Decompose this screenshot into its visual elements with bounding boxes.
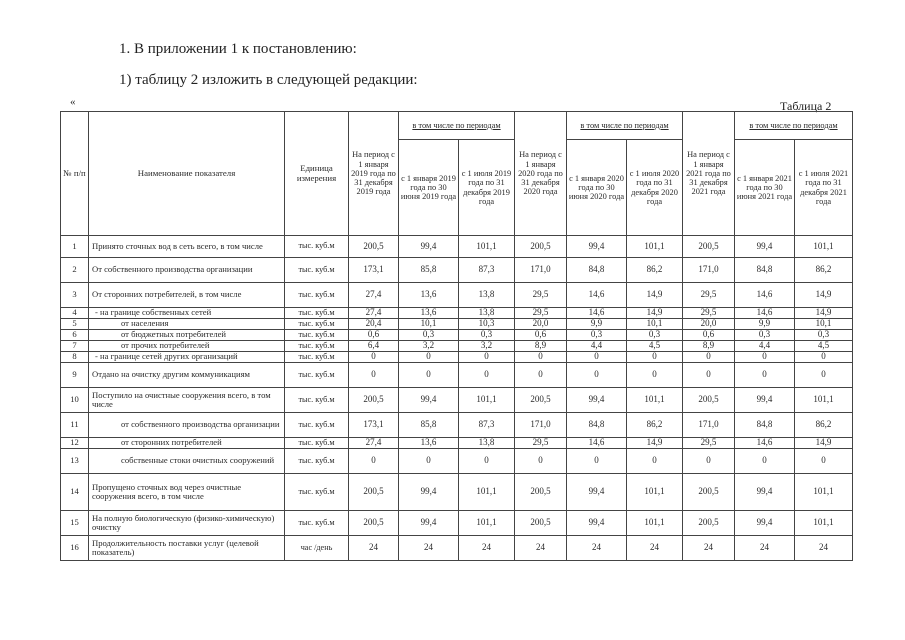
row-value: 0,6 [515, 330, 567, 341]
row-value: 13,8 [459, 438, 515, 449]
row-number: 11 [61, 413, 89, 438]
row-unit: тыс. куб.м [285, 388, 349, 413]
row-value: 27,4 [349, 308, 399, 319]
row-value: 24 [459, 536, 515, 561]
row-value: 85,8 [399, 258, 459, 283]
row-value: 200,5 [349, 474, 399, 511]
row-unit: тыс. куб.м [285, 413, 349, 438]
row-number: 4 [61, 308, 89, 319]
row-value: 14,9 [627, 438, 683, 449]
amendment-instruction: 1) таблицу 2 изложить в следующей редакции: [119, 72, 418, 88]
row-value: 27,4 [349, 438, 399, 449]
row-value: 84,8 [567, 258, 627, 283]
row-value: 101,1 [459, 388, 515, 413]
row-value: 0 [567, 449, 627, 474]
table-row [61, 308, 853, 319]
row-value: 0 [795, 449, 853, 474]
row-value: 200,5 [683, 388, 735, 413]
row-value: 101,1 [627, 388, 683, 413]
row-value: 0 [459, 449, 515, 474]
row-value: 14,6 [567, 308, 627, 319]
row-value: 0 [627, 449, 683, 474]
row-value: 101,1 [627, 474, 683, 511]
row-indicator-name: от собственного производства организации [89, 413, 285, 438]
row-value: 0 [683, 449, 735, 474]
row-unit: час /день [285, 536, 349, 561]
row-value: 14,6 [735, 308, 795, 319]
header-period-2021: На период с 1 января 2021 года по 31 декабря 2021 года [683, 112, 735, 236]
row-value: 200,5 [683, 236, 735, 258]
row-unit: тыс. куб.м [285, 283, 349, 308]
table-row [61, 352, 853, 363]
row-unit: тыс. куб.м [285, 330, 349, 341]
row-value: 86,2 [795, 258, 853, 283]
row-unit: тыс. куб.м [285, 236, 349, 258]
row-value: 101,1 [795, 511, 853, 536]
row-value: 20,4 [349, 319, 399, 330]
opening-quote: « [70, 96, 76, 108]
row-number: 15 [61, 511, 89, 536]
row-value: 3,2 [459, 341, 515, 352]
row-value: 99,4 [567, 236, 627, 258]
row-value: 200,5 [349, 511, 399, 536]
header-incl-periods-2021-text: в том числе по периодам [749, 120, 838, 130]
row-value: 14,6 [735, 283, 795, 308]
row-value: 4,5 [627, 341, 683, 352]
row-value: 14,6 [735, 438, 795, 449]
row-value: 24 [795, 536, 853, 561]
row-indicator-name: Поступило на очистные сооружения всего, в том числе [89, 388, 285, 413]
table-row [61, 258, 853, 283]
row-unit: тыс. куб.м [285, 363, 349, 388]
row-value: 99,4 [735, 236, 795, 258]
table-row [61, 236, 853, 258]
table-label: Таблица 2 [780, 99, 832, 113]
header-h2-2019: с 1 июля 2019 года по 31 декабря 2019 года [459, 140, 515, 236]
row-value: 200,5 [515, 388, 567, 413]
row-value: 171,0 [515, 413, 567, 438]
table-body [61, 236, 853, 561]
row-value: 29,5 [515, 308, 567, 319]
row-value: 14,9 [627, 283, 683, 308]
row-value: 99,4 [399, 511, 459, 536]
row-number: 16 [61, 536, 89, 561]
row-value: 24 [349, 536, 399, 561]
row-unit: тыс. куб.м [285, 449, 349, 474]
row-value: 0 [399, 363, 459, 388]
row-indicator-name: Продолжительность поставки услуг (целевой показатель) [89, 536, 285, 561]
row-value: 0 [459, 363, 515, 388]
row-value: 6,4 [349, 341, 399, 352]
row-value: 14,9 [795, 438, 853, 449]
row-value: 13,6 [399, 308, 459, 319]
row-value: 8,9 [515, 341, 567, 352]
row-value: 0,3 [795, 330, 853, 341]
row-value: 99,4 [567, 511, 627, 536]
row-value: 101,1 [459, 474, 515, 511]
row-value: 0 [627, 352, 683, 363]
header-unit: Единица измерения [285, 112, 349, 236]
row-value: 0 [683, 352, 735, 363]
table-row [61, 511, 853, 536]
row-unit: тыс. куб.м [285, 511, 349, 536]
header-h2-2020: с 1 июля 2020 года по 31 декабря 2020 года [627, 140, 683, 236]
row-value: 24 [627, 536, 683, 561]
row-value: 84,8 [735, 258, 795, 283]
row-value: 99,4 [567, 474, 627, 511]
row-number: 7 [61, 341, 89, 352]
row-value: 0,6 [683, 330, 735, 341]
row-value: 0 [735, 352, 795, 363]
row-value: 0 [735, 449, 795, 474]
table-row [61, 536, 853, 561]
row-value: 200,5 [349, 388, 399, 413]
row-indicator-name: - на границе сетей других организаций [89, 352, 285, 363]
indicators-table [60, 111, 853, 561]
row-value: 14,6 [567, 283, 627, 308]
row-number: 14 [61, 474, 89, 511]
row-number: 13 [61, 449, 89, 474]
row-unit: тыс. куб.м [285, 258, 349, 283]
row-indicator-name: от прочих потребителей [89, 341, 285, 352]
header-incl-periods-2021 [735, 112, 853, 140]
row-value: 200,5 [349, 236, 399, 258]
row-value: 0 [795, 352, 853, 363]
row-value: 24 [515, 536, 567, 561]
row-value: 13,6 [399, 438, 459, 449]
header-incl-periods-2019-text: в том числе по периодам [412, 120, 501, 130]
table-row [61, 341, 853, 352]
row-value: 84,8 [735, 413, 795, 438]
row-value: 200,5 [515, 236, 567, 258]
table-row [61, 413, 853, 438]
row-number: 10 [61, 388, 89, 413]
table-row [61, 474, 853, 511]
row-value: 173,1 [349, 258, 399, 283]
header-period-2020: На период с 1 января 2020 года по 31 декабря 2020 года [515, 112, 567, 236]
row-value: 13,8 [459, 308, 515, 319]
row-value: 171,0 [683, 258, 735, 283]
row-unit: тыс. куб.м [285, 308, 349, 319]
row-value: 14,9 [795, 283, 853, 308]
table-row [61, 283, 853, 308]
row-value: 99,4 [735, 474, 795, 511]
row-value: 14,9 [627, 308, 683, 319]
row-value: 86,2 [795, 413, 853, 438]
row-value: 99,4 [399, 388, 459, 413]
table-row [61, 319, 853, 330]
row-value: 0 [735, 363, 795, 388]
row-value: 86,2 [627, 413, 683, 438]
row-value: 171,0 [683, 413, 735, 438]
row-value: 86,2 [627, 258, 683, 283]
row-value: 29,5 [515, 438, 567, 449]
row-value: 0,3 [627, 330, 683, 341]
row-value: 10,3 [459, 319, 515, 330]
row-value: 99,4 [735, 388, 795, 413]
header-incl-periods-2019 [399, 112, 515, 140]
row-unit: тыс. куб.м [285, 352, 349, 363]
row-value: 87,3 [459, 258, 515, 283]
header-period-2019: На период с 1 января 2019 года по 31 декабря 2019 года [349, 112, 399, 236]
row-value: 99,4 [399, 236, 459, 258]
row-indicator-name: от сторонних потребителей [89, 438, 285, 449]
row-value: 14,9 [795, 308, 853, 319]
table-row [61, 388, 853, 413]
row-value: 0 [349, 352, 399, 363]
row-number: 6 [61, 330, 89, 341]
row-value: 173,1 [349, 413, 399, 438]
row-value: 20,0 [683, 319, 735, 330]
row-indicator-name: Принято сточных вод в сеть всего, в том числе [89, 236, 285, 258]
row-value: 84,8 [567, 413, 627, 438]
row-indicator-name: собственные стоки очистных сооружений [89, 449, 285, 474]
row-value: 99,4 [399, 474, 459, 511]
row-indicator-name: От сторонних потребителей, в том числе [89, 283, 285, 308]
row-value: 99,4 [735, 511, 795, 536]
row-value: 0 [399, 352, 459, 363]
row-unit: тыс. куб.м [285, 438, 349, 449]
header-h1-2021: с 1 января 2021 года по 30 июня 2021 года [735, 140, 795, 236]
row-number: 3 [61, 283, 89, 308]
row-value: 101,1 [627, 236, 683, 258]
table-row [61, 449, 853, 474]
row-value: 0 [399, 449, 459, 474]
row-value: 85,8 [399, 413, 459, 438]
row-value: 0 [627, 363, 683, 388]
row-value: 10,1 [795, 319, 853, 330]
row-number: 12 [61, 438, 89, 449]
row-value: 10,1 [399, 319, 459, 330]
row-value: 9,9 [567, 319, 627, 330]
row-value: 101,1 [795, 388, 853, 413]
row-value: 101,1 [459, 511, 515, 536]
row-value: 171,0 [515, 258, 567, 283]
row-value: 9,9 [735, 319, 795, 330]
table-row [61, 438, 853, 449]
row-indicator-name: от населения [89, 319, 285, 330]
row-value: 24 [399, 536, 459, 561]
header-h1-2020: с 1 января 2020 года по 30 июня 2020 года [567, 140, 627, 236]
row-value: 0 [795, 363, 853, 388]
row-value: 101,1 [627, 511, 683, 536]
row-value: 200,5 [515, 474, 567, 511]
row-value: 14,6 [567, 438, 627, 449]
table-row [61, 330, 853, 341]
row-unit: тыс. куб.м [285, 319, 349, 330]
row-value: 4,4 [567, 341, 627, 352]
row-value: 8,9 [683, 341, 735, 352]
row-value: 0 [349, 363, 399, 388]
row-indicator-name: - на границе собственных сетей [89, 308, 285, 319]
row-value: 0 [515, 363, 567, 388]
row-value: 101,1 [459, 236, 515, 258]
row-value: 20,0 [515, 319, 567, 330]
row-value: 13,8 [459, 283, 515, 308]
row-value: 24 [683, 536, 735, 561]
row-value: 13,6 [399, 283, 459, 308]
row-number: 2 [61, 258, 89, 283]
row-number: 9 [61, 363, 89, 388]
header-incl-periods-2020-text: в том числе по периодам [580, 120, 669, 130]
row-value: 0 [515, 352, 567, 363]
row-number: 8 [61, 352, 89, 363]
header-h2-2021: с 1 июля 2021 года по 31 декабря 2021 года [795, 140, 853, 236]
row-indicator-name: от бюджетных потребителей [89, 330, 285, 341]
row-value: 0 [459, 352, 515, 363]
row-value: 0,6 [349, 330, 399, 341]
row-indicator-name: На полную биологическую (физико-химическую) очистку [89, 511, 285, 536]
row-value: 0 [349, 449, 399, 474]
row-indicator-name: От собственного производства организации [89, 258, 285, 283]
row-value: 27,4 [349, 283, 399, 308]
row-unit: тыс. куб.м [285, 341, 349, 352]
row-value: 3,2 [399, 341, 459, 352]
row-value: 29,5 [683, 438, 735, 449]
row-value: 4,4 [735, 341, 795, 352]
row-value: 24 [735, 536, 795, 561]
row-value: 0,3 [459, 330, 515, 341]
row-value: 200,5 [515, 511, 567, 536]
row-indicator-name: Отдано на очистку другим коммуникациям [89, 363, 285, 388]
table-row [61, 363, 853, 388]
row-value: 29,5 [683, 283, 735, 308]
header-h1-2019: с 1 января 2019 года по 30 июня 2019 года [399, 140, 459, 236]
amendment-heading: 1. В приложении 1 к постановлению: [119, 41, 357, 57]
row-number: 1 [61, 236, 89, 258]
header-num: № п/п [61, 112, 89, 236]
header-name: Наименование показателя [89, 112, 285, 236]
row-value: 0 [515, 449, 567, 474]
row-value: 101,1 [795, 236, 853, 258]
row-value: 87,3 [459, 413, 515, 438]
row-value: 101,1 [795, 474, 853, 511]
row-value: 29,5 [515, 283, 567, 308]
header-incl-periods-2020 [567, 112, 683, 140]
row-value: 0 [567, 352, 627, 363]
row-value: 0,3 [567, 330, 627, 341]
row-value: 200,5 [683, 511, 735, 536]
row-value: 24 [567, 536, 627, 561]
row-value: 0 [683, 363, 735, 388]
row-indicator-name: Пропущено сточных вод через очистные сооружения всего, в том числе [89, 474, 285, 511]
row-number: 5 [61, 319, 89, 330]
row-unit: тыс. куб.м [285, 474, 349, 511]
row-value: 99,4 [567, 388, 627, 413]
row-value: 0,3 [399, 330, 459, 341]
row-value: 4,5 [795, 341, 853, 352]
row-value: 0,3 [735, 330, 795, 341]
row-value: 200,5 [683, 474, 735, 511]
row-value: 0 [567, 363, 627, 388]
row-value: 10,1 [627, 319, 683, 330]
row-value: 29,5 [683, 308, 735, 319]
